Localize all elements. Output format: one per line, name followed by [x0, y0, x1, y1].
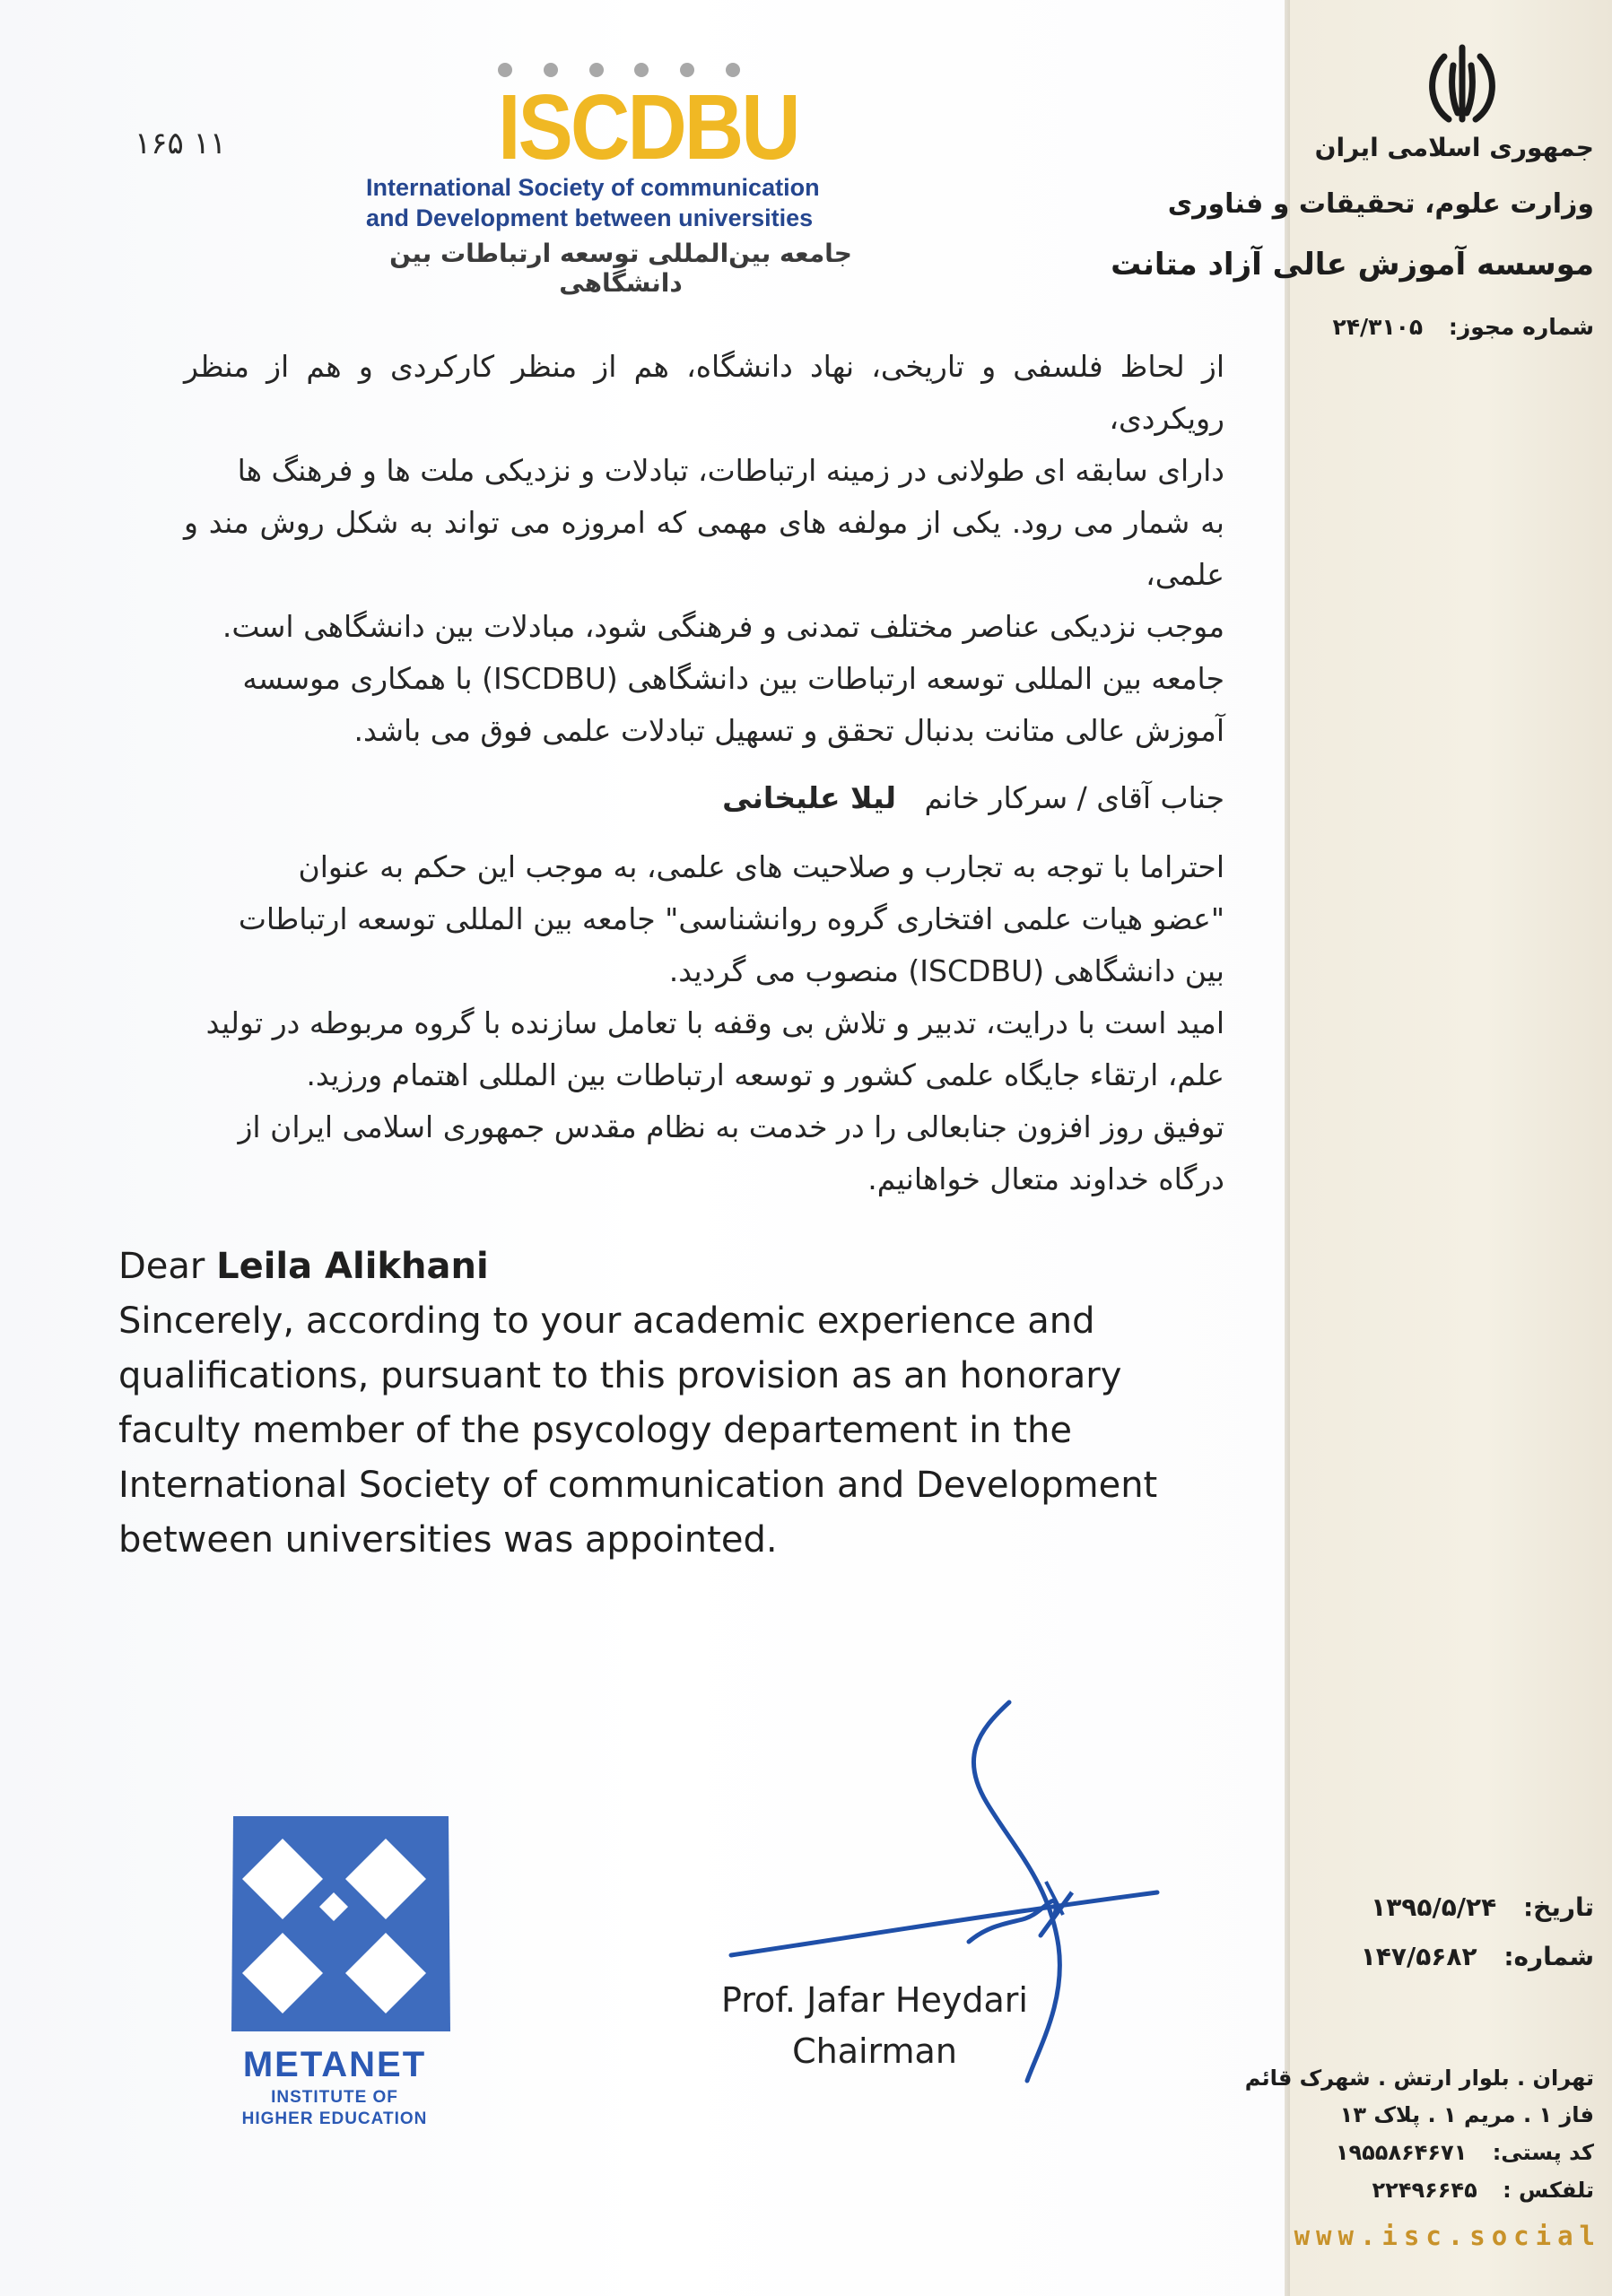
date-label: تاریخ:: [1522, 1892, 1594, 1922]
signatory-title: Chairman: [792, 2031, 957, 2071]
iscdbu-logo: ISCDBU: [498, 76, 798, 179]
dear-line: [118, 1239, 1222, 1294]
sidebar-ministry: وزارت علوم، تحقیقات و فناوری: [1167, 188, 1594, 220]
sidebar-republic: جمهوری اسلامی ایران: [1314, 133, 1594, 162]
sidebar-website: www.isc.social: [1294, 2221, 1601, 2251]
sidebar-institute: موسسه آموزش عالی آزاد متانت: [1111, 247, 1594, 283]
salutation-prefix: جناب آقای / سرکار خانم: [924, 780, 1224, 815]
metanet-subtitle-1: INSTITUTE OF: [271, 2088, 398, 2107]
intro-line: از لحاظ فلسفی و تاریخی، نهاد دانشگاه، هم از منظر کارکردی و هم از منظر رویکردی،: [184, 349, 1224, 436]
intro-line: دارای سابقه ای طولانی در زمینه ارتباطات، تبادلات و نزدیکی ملت ها و فرهنگ ها: [237, 453, 1224, 488]
english-line: between universities was appointed.: [118, 1519, 778, 1561]
date-value: ۱۳۹۵/۵/۲۴: [1371, 1892, 1497, 1922]
sidebar-number: [1361, 1942, 1594, 1971]
license-label: شماره مجوز:: [1448, 314, 1594, 340]
postal-label: کد پستی:: [1492, 2140, 1594, 2165]
org-name-fa: جامعه بین‌المللی توسعه ارتباطات بین دانشگاهی: [389, 239, 852, 298]
recipient-name-fa: لیلا علیخانی: [722, 780, 896, 815]
appointment-line: توفیق روز افزون جنابعالی را در خدمت به نظام مقدس جمهوری اسلامی ایران از: [238, 1109, 1224, 1144]
appointment-line: درگاه خداوند متعال خواهانیم.: [867, 1161, 1224, 1196]
english-line: qualifications, pursuant to this provision as an honorary: [118, 1355, 1122, 1396]
english-line: faculty member of the psycology departement in the: [118, 1410, 1072, 1451]
org-name-en-line2: and Development between universities: [366, 204, 814, 231]
intro-line: موجب نزدیکی عناصر مختلف تمدنی و فرهنگی شود، مبادلات بین دانشگاهی است.: [222, 609, 1224, 644]
iran-emblem-icon: [1422, 43, 1503, 128]
sidebar-phone: [1372, 2178, 1594, 2203]
english-line: Sincerely, according to your academic experience and: [118, 1300, 1095, 1342]
postal-value: ۱۹۵۵۸۶۴۶۷۱: [1335, 2140, 1468, 2165]
sidebar-license: [1332, 314, 1594, 340]
appointment-english: [118, 1239, 1222, 1568]
metanet-wordmark: METANET: [242, 2045, 427, 2084]
appointment-line: علم، ارتقاء جایگاه علمی کشور و توسعه ارتباطات بین المللی اهتمام ورزید.: [306, 1057, 1224, 1092]
phone-value: ۲۲۴۹۶۶۴۵: [1372, 2178, 1477, 2203]
sidebar-postal: [1336, 2140, 1594, 2165]
appointment-line: امید است با درایت، تدبیر و تلاش بی وقفه با تعامل سازنده با گروه مربوطه در تولید: [205, 1005, 1224, 1040]
phone-label: تلفکس :: [1503, 2178, 1594, 2203]
dear-prefix: Dear: [118, 1246, 205, 1287]
intro-paragraph-fa: [184, 341, 1224, 757]
appointment-line: "عضو هیات علمی افتخاری گروه روانشناسی" جامعه بین المللی توسعه ارتباطات: [238, 901, 1224, 936]
sidebar-date: [1371, 1892, 1594, 1922]
metanet-subtitle-2: HIGHER EDUCATION: [241, 2109, 428, 2128]
sidebar-address-line1: تهران . بلوار ارتش . شهرک قائم: [1244, 2066, 1594, 2091]
license-value: ۲۴/۳۱۰۵: [1332, 314, 1424, 340]
intro-line: آموزش عالی متانت بدنبال تحقق و تسهیل تبادلات علمی فوق می باشد.: [353, 713, 1224, 748]
appointment-line: احتراما با توجه به تجارب و صلاحیت های علمی، به موجب این حکم به عنوان: [298, 849, 1224, 884]
salutation-fa: [184, 780, 1224, 815]
org-name-en-line1: International Society of communication: [366, 174, 820, 201]
recipient-name-en: Leila Alikhani: [216, 1246, 489, 1287]
signatory-name: Prof. Jafar Heydari: [721, 1980, 1028, 2020]
signature-icon: [718, 1695, 1166, 2090]
english-line: International Society of communication and Development: [118, 1465, 1158, 1506]
reference-number: ۱۶۵ ۱۱: [135, 126, 227, 161]
appointment-paragraph-fa: [184, 841, 1224, 1205]
appointment-line: بین دانشگاهی (ISCDBU) منصوب می گردید.: [668, 953, 1224, 988]
intro-line: به شمار می رود. یکی از مولفه های مهمی که امروزه می تواند به شکل روش مند و علمی،: [184, 505, 1224, 592]
sidebar-address-line2: فاز ۱ . مریم ۱ . پلاک ۱۳: [1339, 2102, 1594, 2127]
intro-line: جامعه بین المللی توسعه ارتباطات بین دانشگاهی (ISCDBU) با همکاری موسسه: [242, 661, 1224, 696]
number-label: شماره:: [1503, 1942, 1594, 1971]
number-value: ۱۴۷/۵۶۸۲: [1360, 1942, 1477, 1971]
